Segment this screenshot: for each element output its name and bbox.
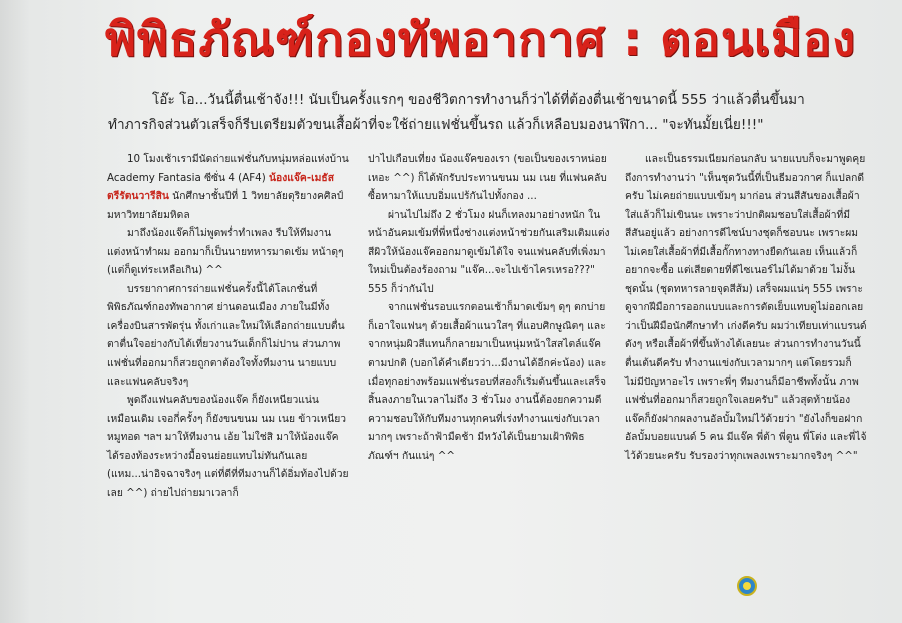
page-gutter-shadow xyxy=(0,0,30,623)
intro-line-1: โอ๊ะ โอ...วันนี้ตื่นเช้าจัง!!! นับเป็นครั้งแรกๆ ของชีวิตการทำงานก็ว่าได้ที่ต้องตื่นเช้าขนาดนี้ 555 ว่าแล้วตื่นขึ้นมา xyxy=(152,92,805,108)
col1-p1-start: 10 โมงเช้าเรามีนัดถ่ายแฟชั่นกับหนุ่มหล่อแห่งบ้าน Academy Fantasia ซีซั่น 4 (AF4) xyxy=(107,153,349,184)
col1-paragraph-2: มาถึงน้องแจ๊คก็ไม่พูดพร่ำทำเพลง รีบให้ทีมงานแต่งหน้าทำผม ออกมาก็เป็นนายทหารมาดเข้ม หน้าดุๆ (แต่ก็ดูเท่ระเหลือเกิน) ^^ xyxy=(107,227,344,277)
article-intro xyxy=(108,88,878,138)
col2-paragraph-1: ปาไปเกือบเที่ยง น้องแจ๊คของเรา (ขอเป็นของเราหน่อยเหอะ ^^) ก็ได้พักรับประทานขนม นม เนย ที่แฟนคลับซื้อหามาให้แบบอิ่มแปร้กันไปทั้งกอง ... xyxy=(368,153,607,203)
article-title: พิพิธภัณฑ์กองทัพอากาศ : ตอนเมือง xyxy=(105,12,857,66)
col1-paragraph-3: บรรยากาศการถ่ายแฟชั่นครั้งนี้ได้โลเกชั่นที่พิพิธภัณฑ์กองทัพอากาศ ย่านดอนเมือง ภายในมีทั้งเครื่องบินสารพัดรุ่น ทั้งเก่าและใหม่ให้เลือกถ่ายแบบตื่นตาตื่นใจอย่างกับได้เที่ยวงานวันเด็กก็ไม่ปาน ส่วนภาพแฟชั่นที่ออกมาก็สวยถูกตาต้องใจทั้งทีมงาน นายแบบและแฟนคลับจริงๆ xyxy=(107,282,345,388)
col1-paragraph-4: พูดถึงแฟนคลับของน้องแจ๊ค ก็ยังเหนียวแน่นเหมือนเดิม เจอกี่ครั้งๆ ก็ยังขนขนม นม เนย ข้าวเหนียวหมูทอด ฯลฯ มาให้ทีมงาน เอ้ย ไม่ใช่สิ มาให้น้องแจ๊คได้รองท้องระหว่างมื้อจนย่อยแทบไม่ทันกันเลย (แหม...น่าอิจฉาจริงๆ แต่ที่ดีที่ทีมงานก็ได้อิ่มท้องไปด้วยเลย ^^) ถ่ายไปถ่ายมาเวลาก็ xyxy=(107,394,349,499)
col1-paragraph-1 xyxy=(107,150,349,224)
intro-line-2: ทำภารกิจส่วนตัวเสร็จก็รีบเตรียมตัวขนเสื้อผ้าที่จะใช้ถ่ายแฟชั่นขึ้นรถ แล้วก็เหลือบมองนาฬิกา... "จะทันมั้ยเนี่ย!!!" xyxy=(108,117,764,133)
text-column-3 xyxy=(625,150,867,465)
text-column-2 xyxy=(368,150,610,465)
magazine-logo-icon xyxy=(737,576,757,596)
col1-p1-end: นักศึกษาชั้นปีที่ 1 วิทยาลัยดุริยางคศิลป์ มหาวิทยาลัยมหิดล xyxy=(107,190,344,221)
col2-paragraph-3: จากแฟชั่นรอบแรกตอนเช้าก็มาดเข้มๆ ดุๆ ตกบ่ายก็เอาใจแฟนๆ ด้วยเสื้อผ้าแนวใสๆ ที่แอบศิกษูณิตๆ และจากหนุ่มผิวสีแทนก็กลายมาเป็นหนุ่มหน้าใสสไตล์แจ๊คตามปกติ (บอกได้คำเดียวว่า...มีงานได้อีกค่ะน้อง) และเมื่อทุกอย่างพร้อมแฟชั่นรอบที่สองก็เริ่มต้นขึ้นและเสร็จสิ้นลงภายในเวลาไม่ถึง 3 ชั่วโมง งานนี้ต้องยกความดีความชอบให้กับทีมงานทุกคนที่เร่งทำงานแข่งกับเวลามากๆ เพราะถ้าฟ้ามืดช้า มีหวังได้เป็นยามเฝ้าพิพิธภัณฑ์ฯ กันแน่ๆ ^^ xyxy=(368,301,607,462)
text-column-1 xyxy=(107,150,349,502)
col2-paragraph-2: ผ่านไปไม่ถึง 2 ชั่วโมง ฝนก็เทลงมาอย่างหนัก ในหน้าอันคมเข้มที่พี่หนึ่งช่างแต่งหน้าช่วยกันเสริมเติมแต่งสีผิวให้น้องแจ๊คออกมาดูเข้มได้ใจ จนแฟนคลับที่เพิ่งมาใหม่เป็นต้องร้องถาม "แจ๊ค...จะไปเข้าไครเหรอ???" 555 ก็ว่ากันไป xyxy=(368,208,610,295)
col3-paragraph-1: และเป็นธรรมเนียมก่อนกลับ นายแบบก็จะมาพูดคุยถึงการทำงานว่า "เห็นชุดวันนี้ที่เป็นธีมอวกาศ ก็แปลกดีครับ ไม่เคยถ่ายแบบเข้มๆ มาก่อน ส่วนสีสันของเสื้อผ้าใส่แล้วก็ไม่เขินนะ เพราะว่าปกติผมชอบใส่เสื้อผ้าที่มีสีสันอยู่แล้ว อย่างการดีไซน์บางชุดก็ชอบนะ เพราะผมไม่เคยใส่เสื้อผ้าที่มีเสื้อกั๊กทางทางยืดกันเลย เห็นแล้วก็อยากจะซื้อ แต่เสียดายที่ดีไซเนอร์ไม่ได้มาด้วย ไม่งั้นชุดนั้น (ชุดทหารลายจุดสีส้ม) เสร็จผมแน่ๆ 555 เพราะดูจากฝีมือการออกแบบและการตัดเย็บแทบดูไม่ออกเลยว่าเป็นฝีมือนักศึกษาทำ เก่งดีครับ ผมว่าเทียบเท่าแบรนด์ดังๆ หรือเสื้อผ้าที่ขึ้นห้างได้เลยนะ ส่วนการทำงานวันนี้ตื่นเต้นดีครับ ทำงานแข่งกับเวลามากๆ แต่โดยรวมก็ไม่มีปัญหาอะไร เพราะพี่ๆ ทีมงานก็มีอาชีพทั้งนั้น ภาพแฟชั่นที่ออกมาก็สวยถูกใจเลยครับ" แล้วสุดท้ายน้องแจ๊คก็ยังฝากผลงานอัลบั้มใหม่ไว้ด้วยว่า "ยังไงก็ขอฝากอัลบั้มบอยแบนด์ 5 คน มีแจ๊ค พี่ต้า พี่ตูน พี่โต่ง และพี่ไจ้ ไว้ด้วยนะครับ รับรองว่าทุกเพลงเพราะมากจริงๆ ^^" xyxy=(625,153,867,462)
featured-name: น้องแจ๊ค-เมธัส ตรีรัตนวารีสิน xyxy=(107,171,334,203)
